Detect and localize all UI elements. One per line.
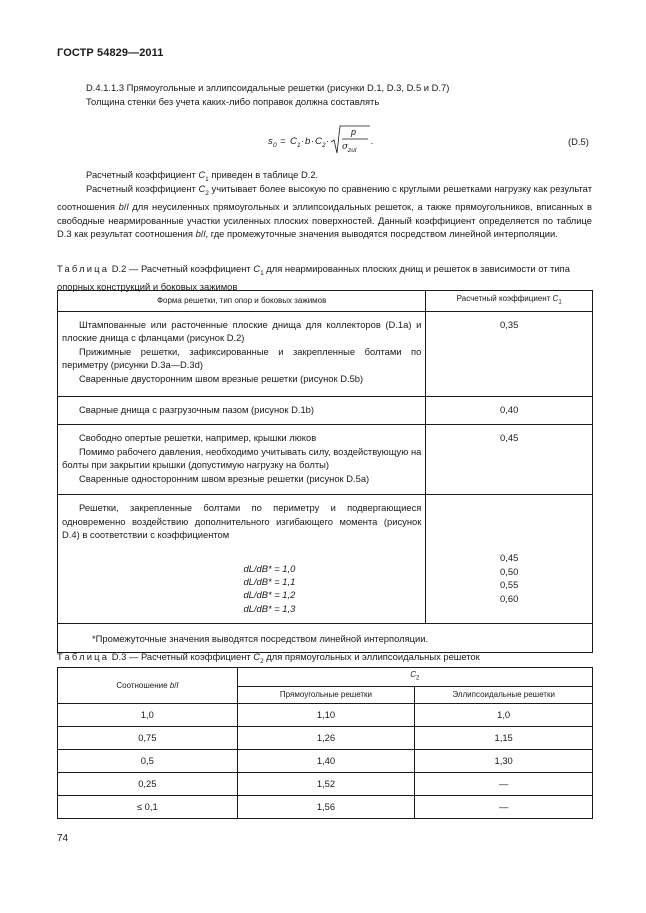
table-d3-header-rect: Прямоугольные решетки [237,687,415,704]
table-row: Штампованные или расточенные плоские днища для коллекторов (D.1а) и плоские днища с фланцами (рисунок D.2) Прижимные решетки, зафиксированные и закрепленные болтами по периметру (рисунки D.3а—D.3d) Сваренные двусторонним швом врезные решетки (рисунок D.5b) 0,35 [58,312,593,397]
svg-text:.: . [371,136,374,146]
ratio-label: dL/dB* = 1,0 [243,562,296,574]
svg-text:C: C [315,136,322,147]
thickness-intro: Толщина стенки без учета каких-либо поправок должна составлять [86,96,380,107]
svg-text:0: 0 [273,142,277,149]
table-row: 0,75 1,26 1,15 [58,727,593,750]
formula-expression [268,124,383,158]
page-number: 74 [57,833,69,844]
table-d2-caption: Таблица D.2 — Расчетный коэффициент $C_1$ для неармированных плоских днищ и решеток в зависимости от типа опорных конструкций и боковых зажимов [57,263,570,293]
table-d2-header-form: Форма решетки, тип опор и боковых зажимов [58,291,426,312]
coef-value: 0,60 [500,592,519,604]
svg-text:zul: zul [348,147,357,154]
table-d3-caption: Таблица D.3 — Расчетный коэффициент $C_2$ для прямоугольных и эллипсоидальных решеток [57,651,480,665]
table-row: Свободно опертые решетки, например, крышки люков Помимо рабочего давления, необходимо учитывать силу, воздействующую на болты при закрытии крышки (допустимую нагрузку на болты) Сваренные односторонним швом врезные решетки (рисунок D.5а) 0,45 [58,425,593,495]
formula-number: (D.5) [568,136,589,147]
svg-text:p: p [351,127,357,137]
section-title: D.4.1.1.3 Прямоугольные и эллипсоидальные решетки (рисунки D.1, D.3, D.5 и D.7) [86,82,450,93]
svg-text:·: · [326,136,330,147]
formula-d5 [0,124,646,154]
table-row: 0,25 1,52 — [58,773,593,796]
svg-text:·: · [301,136,305,147]
svg-text:=: = [280,136,286,147]
document-header: ГОСТР 54829—2011 [57,47,164,59]
svg-text:1: 1 [297,142,301,149]
table-row: 1,0 1,10 1,0 [58,704,593,727]
ratio-label: dL/dB* = 1,3 [243,602,296,614]
svg-text:2: 2 [322,142,326,149]
coef-value: 0,45 [500,552,519,564]
table-d2 [57,290,593,653]
table-row: ≤ 0,1 1,56 — [58,796,593,819]
table-d3-header-ellip: Эллипсоидальные решетки [415,687,593,704]
table-d3 [57,667,593,819]
c1-note: Расчетный коэффициент $C_1$ приведен в таблице D.2. [86,169,319,183]
table-d3-header-c2: $C_2$ [237,668,592,687]
table-d2-footnote: *Промежуточные значения выводятся посредством линейной интерполяции. [58,624,593,652]
table-d3-header-ratio: Соотношение b/l [58,668,238,704]
coef-value: 0,55 [500,579,519,591]
svg-text:b: b [305,136,311,147]
ratio-label: dL/dB* = 1,2 [243,589,296,601]
coef-value: 0,50 [500,565,519,577]
table-footnote-row [58,624,593,652]
svg-text:·: · [311,136,315,147]
table-row: Сварные днища с разгрузочным пазом (рисунок D.1b) 0,40 [58,397,593,425]
table-row: Решетки, закрепленные болтами по периметру и подвергающиеся одновременно воздействию дополнительного изгибающего момента (рисунок D.4) в соответствии с коэффициентом dL/dB* = 1,0 dL/dB* = 1,1 dL/dB* = 1,2 dL/dB* = 1,3 0,45 0,50 0,55 0,60 [58,495,593,624]
svg-text:s: s [268,136,273,147]
table-d2-header-coef: Расчетный коэффициент $C_1$ [426,291,593,312]
svg-text:σ: σ [342,142,349,152]
ratio-label: dL/dB* = 1,1 [243,576,296,588]
table-row: 0,5 1,40 1,30 [58,750,593,773]
c2-note: Расчетный коэффициент $C_2$ учитывает более высокую по сравнению с круглыми решетками нагрузку как результат соотношения b/l для неусиленных прямоугольных и эллипсоидальных решеток, а также прямоугольников, вписанных в свободные неармированные участки усиленных плоских поверхностей. Данный коэффициент определяется по таблице D.3 как результат соотношения b/l, где промежуточные значения выводятся посредством линейной интерполяции. [57,183,593,240]
svg-text:C: C [290,136,297,147]
